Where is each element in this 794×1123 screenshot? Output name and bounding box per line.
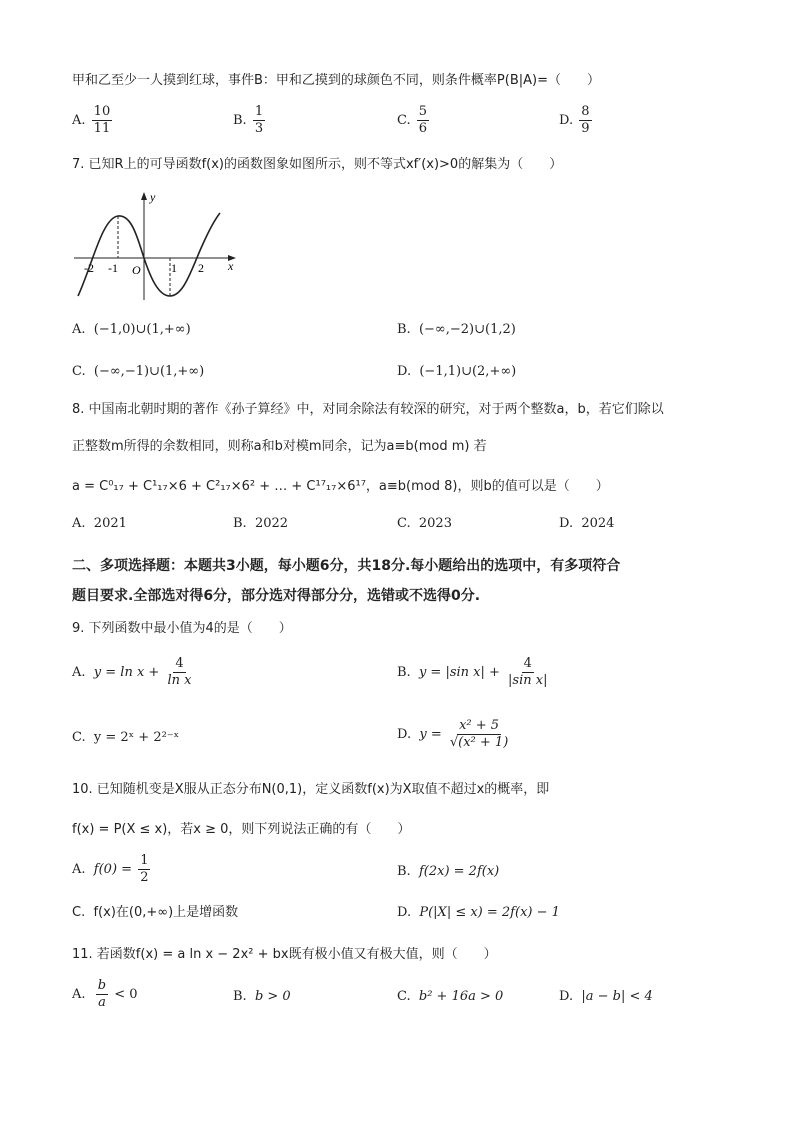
option-expression: y = xyxy=(419,727,442,742)
option-label: D. xyxy=(559,989,574,1004)
option-text: 2022 xyxy=(254,516,289,531)
y-axis-label: y xyxy=(150,190,156,204)
q10-option-a xyxy=(72,853,152,886)
option-expression: f(0) = xyxy=(93,862,133,877)
denominator: 2 xyxy=(140,870,149,885)
option-label: C. xyxy=(72,364,86,379)
fraction xyxy=(92,104,113,137)
q10-option-d xyxy=(397,903,560,923)
option-label: D. xyxy=(397,364,412,379)
tick-label: 1 xyxy=(171,261,177,275)
q11-option-c xyxy=(397,987,503,1007)
fraction xyxy=(448,718,510,751)
q8-option-c xyxy=(397,514,452,534)
option-text: 2021 xyxy=(93,516,127,531)
option-text: (−∞,−2)∪(1,2) xyxy=(418,322,516,337)
option-text: b² + 16a > 0 xyxy=(418,989,504,1004)
numerator: 4 xyxy=(523,656,532,671)
q10-option-b xyxy=(397,862,499,882)
function-curve xyxy=(78,213,220,296)
q8-option-d xyxy=(559,514,614,534)
option-label: A. xyxy=(72,665,86,680)
option-label: D. xyxy=(559,113,574,128)
section-heading-line2: 题目要求.全部选对得6分，部分选对得部分分，选错或不选得0分. xyxy=(72,588,481,604)
q9-option-b xyxy=(397,656,551,689)
numerator: 5 xyxy=(418,104,428,119)
option-expression: y = ln x + xyxy=(93,665,160,680)
numerator: 1 xyxy=(254,104,264,119)
q8-stem-line3: a = C⁰₁₇ + C¹₁₇×6 + C²₁₇×6² + … + C¹⁷₁₇×6¹⁷，a≡b(mod 8)，则b的值可以是（ ） xyxy=(72,479,609,494)
denominator: 3 xyxy=(254,121,264,136)
q10-stem-line2: f(x) = P(X ≤ x)，若x ≥ 0，则下列说法正确的有（ ） xyxy=(72,822,411,837)
q6-stem: 甲和乙至少一人摸到红球，事件B：甲和乙摸到的球颜色不同，则条件概率P(B|A)=（ ） xyxy=(72,73,600,88)
q8-stem-line1: 8. 中国南北朝时期的著作《孙子算经》中，对同余除法有较深的研究，对于两个整数a，b，若它们除以 xyxy=(72,402,664,417)
numerator: 4 xyxy=(175,656,184,671)
option-label: A. xyxy=(72,516,86,531)
denominator: 11 xyxy=(93,121,111,136)
q9-stem: 9. 下列函数中最小值为4的是（ ） xyxy=(72,621,292,636)
q7-stem: 7. 已知R上的可导函数f(x)的函数图象如图所示，则不等式xf′(x)>0的解集为（ ） xyxy=(72,157,563,172)
option-label: A. xyxy=(72,113,86,128)
option-label: B. xyxy=(233,516,247,531)
q11-stem: 11. 若函数f(x) = a ln x − 2x² + bx既有极小值又有极大值，则（ ） xyxy=(72,947,497,962)
q6-option-d xyxy=(559,104,594,137)
option-text: 2024 xyxy=(581,516,615,531)
q6-option-a xyxy=(72,104,114,137)
option-text: |a − b| < 4 xyxy=(581,989,653,1004)
denominator: 9 xyxy=(581,121,590,136)
q9-option-c xyxy=(72,728,179,748)
option-label: A. xyxy=(72,862,86,877)
fraction xyxy=(579,104,591,137)
option-label: C. xyxy=(397,113,411,128)
q11-option-a xyxy=(72,978,138,1011)
denominator: a xyxy=(98,995,106,1010)
option-label: B. xyxy=(397,322,411,337)
option-label: B. xyxy=(397,864,411,879)
option-label: C. xyxy=(72,905,86,920)
option-label: D. xyxy=(397,905,412,920)
q6-option-c xyxy=(397,104,431,137)
denominator: √(x² + 1) xyxy=(449,735,509,750)
q9-option-d xyxy=(397,718,512,751)
option-text: y = 2ˣ + 2²⁻ˣ xyxy=(93,730,180,745)
option-text: 2023 xyxy=(418,516,452,531)
y-axis-arrow-icon xyxy=(141,192,147,200)
option-text: (−∞,−1)∪(1,+∞) xyxy=(93,364,205,379)
option-text: (−1,1)∪(2,+∞) xyxy=(419,364,517,379)
q11-option-b xyxy=(233,987,291,1007)
option-label: B. xyxy=(397,665,411,680)
q11-option-d xyxy=(559,987,653,1007)
option-text: f(2x) = 2f(x) xyxy=(418,864,500,879)
q7-option-c xyxy=(72,362,204,382)
option-label: D. xyxy=(397,727,412,742)
option-text: (−1,0)∪(1,+∞) xyxy=(93,322,191,337)
option-label: D. xyxy=(559,516,574,531)
fraction xyxy=(506,656,549,689)
section-heading-line1: 二、多项选择题：本题共3小题，每小题6分，共18分.每小题给出的选项中，有多项符合 xyxy=(72,558,621,574)
option-label: C. xyxy=(72,730,86,745)
option-text: P(|X| ≤ x) = 2f(x) − 1 xyxy=(419,905,560,920)
option-label: A. xyxy=(72,987,86,1002)
q10-stem-line1: 10. 已知随机变是X服从正态分布N(0,1)，定义函数f(x)为X取值不超过x的概率，即 xyxy=(72,782,550,797)
numerator: 8 xyxy=(581,104,590,119)
numerator: x² + 5 xyxy=(459,718,500,733)
fraction xyxy=(253,104,265,137)
q7-function-graph xyxy=(70,188,240,306)
q9-option-a xyxy=(72,656,195,689)
q10-option-c xyxy=(72,903,238,923)
fraction xyxy=(96,978,108,1011)
q6-option-b xyxy=(233,104,267,137)
q8-option-a xyxy=(72,514,127,534)
numerator: b xyxy=(97,978,107,993)
option-expression: y = |sin x| + xyxy=(418,665,500,680)
q8-option-b xyxy=(233,514,288,534)
option-text: f(x)在(0,+∞)上是增函数 xyxy=(93,905,239,920)
denominator: ln x xyxy=(167,673,192,688)
origin-label: O xyxy=(132,263,141,277)
option-expression: < 0 xyxy=(114,987,138,1002)
tick-label: 2 xyxy=(198,261,204,275)
numerator: 1 xyxy=(140,853,149,868)
numerator: 10 xyxy=(93,104,111,119)
option-label: B. xyxy=(233,989,247,1004)
option-label: C. xyxy=(397,516,411,531)
tick-label: -2 xyxy=(84,261,94,275)
denominator: |sin x| xyxy=(508,673,548,688)
q7-option-d xyxy=(397,362,516,382)
q7-option-b xyxy=(397,320,516,340)
q7-option-a xyxy=(72,320,191,340)
q8-stem-line2: 正整数m所得的余数相同，则称a和b对模m同余，记为a≡b(mod m) 若 xyxy=(72,439,487,454)
tick-label: -1 xyxy=(108,261,118,275)
option-label: B. xyxy=(233,113,247,128)
fraction xyxy=(417,104,429,137)
option-text: b > 0 xyxy=(254,989,291,1004)
option-label: A. xyxy=(72,322,86,337)
fraction xyxy=(165,656,193,689)
x-axis-label: x xyxy=(228,259,234,273)
fraction xyxy=(138,853,150,886)
option-label: C. xyxy=(397,989,411,1004)
denominator: 6 xyxy=(418,121,428,136)
